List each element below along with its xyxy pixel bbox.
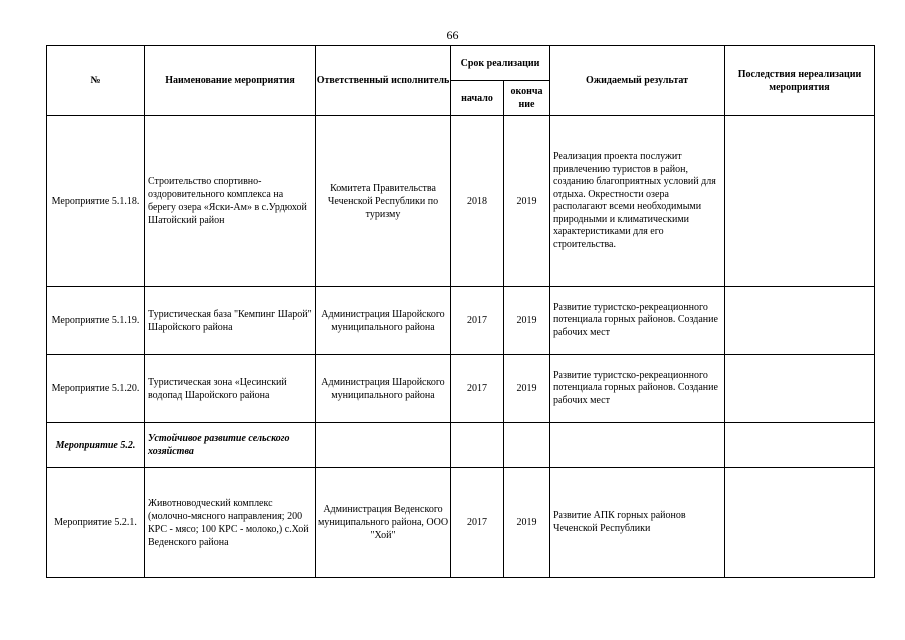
- row-name: Строительство спортивно-оздоровительного комплекса на берегу озера «Яски-Ам» в с.Урдюхой Шатойский район: [145, 116, 316, 287]
- row-executor: Администрация Шаройского муниципального района: [316, 287, 451, 355]
- row-result: [550, 423, 725, 468]
- row-start: 2017: [451, 355, 504, 423]
- header-name: Наименование мероприятия: [145, 46, 316, 116]
- row-num: Мероприятие 5.1.20.: [47, 355, 145, 423]
- row-name: Устойчивое развитие сельского хозяйства: [145, 423, 316, 468]
- row-start: [451, 423, 504, 468]
- header-num: №: [47, 46, 145, 116]
- table-row: [47, 423, 875, 468]
- row-num: Мероприятие 5.1.18.: [47, 116, 145, 287]
- header-row: [47, 46, 875, 81]
- header-executor: Ответственный исполнитель: [316, 46, 451, 116]
- row-end: 2019: [504, 355, 550, 423]
- row-start: 2017: [451, 468, 504, 578]
- table-row: [47, 287, 875, 355]
- measures-table: [46, 45, 875, 578]
- row-result: Развитие туристско-рекреационного потенциала горных районов. Создание рабочих мест: [550, 355, 725, 423]
- row-consequences: [725, 423, 875, 468]
- row-executor: Администрация Веденского муниципального района, ООО "Хой": [316, 468, 451, 578]
- row-consequences: [725, 116, 875, 287]
- header-consequences: Последствия нереализации мероприятия: [725, 46, 875, 116]
- header-end: оконча ние: [504, 81, 550, 116]
- row-name: Туристическая база "Кемпинг Шарой" Шаройского района: [145, 287, 316, 355]
- row-result: Развитие АПК горных районов Чеченской Республики: [550, 468, 725, 578]
- row-result: Реализация проекта послужит привлечению туристов в район, созданию благоприятных условий для отдыха. Окрестности озера располагают всеми необходимыми природными и климатическими характеристиками для его строительства.: [550, 116, 725, 287]
- header-result: Ожидаемый результат: [550, 46, 725, 116]
- header-term: Срок реализации: [451, 46, 550, 81]
- header-start: начало: [451, 81, 504, 116]
- row-num: Мероприятие 5.2.1.: [47, 468, 145, 578]
- row-start: 2018: [451, 116, 504, 287]
- row-end: [504, 423, 550, 468]
- row-name: Туристическая зона «Цесинский водопад Шаройского района: [145, 355, 316, 423]
- row-num: Мероприятие 5.1.19.: [47, 287, 145, 355]
- row-executor: [316, 423, 451, 468]
- row-end: 2019: [504, 287, 550, 355]
- row-end: 2019: [504, 116, 550, 287]
- table-row: [47, 116, 875, 287]
- row-consequences: [725, 355, 875, 423]
- row-name: Животноводческий комплекс (молочно-мясного направления; 200 КРС - мясо; 100 КРС - молоко,) с.Хой Веденского района: [145, 468, 316, 578]
- row-consequences: [725, 468, 875, 578]
- table-row: [47, 355, 875, 423]
- row-num: Мероприятие 5.2.: [47, 423, 145, 468]
- row-start: 2017: [451, 287, 504, 355]
- table-row: [47, 468, 875, 578]
- page-number: 66: [446, 28, 459, 42]
- row-executor: Комитета Правительства Чеченской Республики по туризму: [316, 116, 451, 287]
- row-executor: Администрация Шаройского муниципального района: [316, 355, 451, 423]
- row-end: 2019: [504, 468, 550, 578]
- row-result: Развитие туристско-рекреационного потенциала горных районов. Создание рабочих мест: [550, 287, 725, 355]
- row-consequences: [725, 287, 875, 355]
